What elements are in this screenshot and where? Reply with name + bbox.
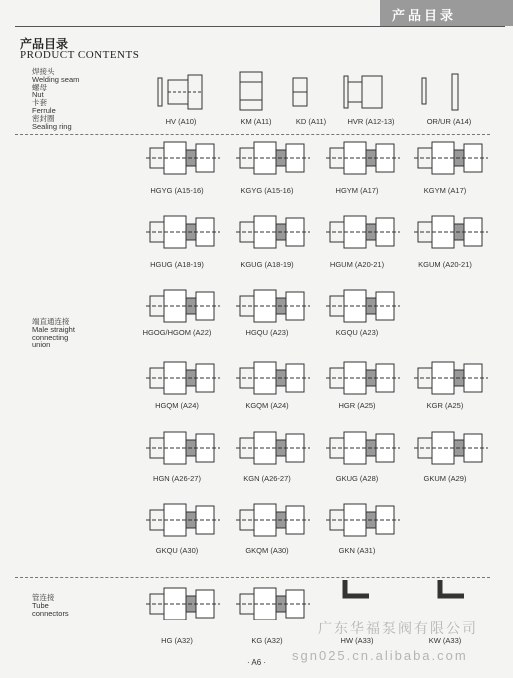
- row-5-drawings: [146, 432, 488, 464]
- row-4-drawings: [146, 362, 488, 394]
- part-caption: HG (A32): [161, 636, 193, 645]
- legend-line: 管连接: [32, 593, 55, 602]
- page-title-cn: 产品目录: [20, 37, 69, 51]
- page-title-en: PRODUCT CONTENTS: [20, 49, 140, 61]
- reducer-icon: [344, 76, 382, 108]
- part-caption: HGYM (A17): [335, 186, 379, 195]
- legend-line: Sealing ring: [32, 121, 72, 131]
- part-caption: OR/UR (A14): [426, 117, 472, 126]
- part-caption: KGQU (A23): [335, 328, 379, 337]
- part-caption: HGUG (A18-19): [150, 260, 204, 269]
- row-1-drawings: [146, 142, 488, 174]
- part-caption: HGQM (A24): [155, 401, 199, 410]
- part-caption: GKQM (A30): [245, 546, 289, 555]
- legend-line: 密封圈: [32, 113, 55, 123]
- part-caption: HGQU (A23): [245, 328, 289, 337]
- part-caption: GKUG (A28): [335, 474, 379, 483]
- part-caption: KW (A33): [428, 636, 462, 645]
- row-2-drawings: [146, 216, 488, 248]
- legend-line: connecting: [32, 332, 69, 342]
- part-caption: GKQU (A30): [155, 546, 199, 555]
- ferrule-icon: [293, 78, 307, 106]
- part-caption: GKN (A31): [338, 546, 376, 555]
- section-divider: [15, 134, 490, 135]
- legend-line: Ferrule: [32, 105, 56, 115]
- legend-line: 螺母: [32, 82, 47, 92]
- part-caption: KGYG (A15-16): [240, 186, 294, 195]
- legend-bottom: [32, 594, 69, 617]
- legend-line: Nut: [32, 90, 44, 100]
- part-caption: KM (A11): [240, 117, 272, 126]
- part-caption: HGR (A25): [338, 401, 376, 410]
- seal-ring-icon: [158, 78, 162, 106]
- part-caption: HGUM (A20-21): [329, 260, 385, 269]
- legend-line: Welding seam: [32, 74, 80, 84]
- legend-line: connectors: [32, 608, 69, 618]
- part-caption: KG (A32): [251, 636, 283, 645]
- nut-icon: [240, 72, 262, 110]
- section-title: 产品目录: [392, 9, 457, 24]
- legend-line: Male straight: [32, 324, 75, 334]
- watermark-company: 广东华福泵阀有限公司: [318, 620, 478, 636]
- legend-line: 端直通连接: [32, 317, 70, 326]
- row-3-drawings: [146, 290, 400, 322]
- part-caption: KGUM (A20-21): [418, 260, 472, 269]
- legend-line: 焊接头: [32, 67, 55, 76]
- legend-line: 卡套: [32, 98, 47, 108]
- legend-top: [32, 68, 79, 130]
- part-caption: KGYM (A17): [423, 186, 467, 195]
- part-caption: HVR (A12-13): [347, 117, 395, 126]
- legend-line: Tube: [32, 600, 49, 610]
- part-caption: HW (A33): [340, 636, 374, 645]
- row-7-drawings: [146, 580, 464, 620]
- legend-line: union: [32, 340, 51, 350]
- watermark-site: sgn025.cn.alibaba.com: [292, 648, 468, 663]
- top-parts-drawings: [150, 70, 470, 120]
- part-caption: KGN (A26-27): [243, 474, 291, 483]
- part-caption: KD (A11): [295, 117, 327, 126]
- part-caption: HV (A10): [165, 117, 197, 126]
- part-caption: GKUM (A29): [423, 474, 467, 483]
- part-caption: KGQM (A24): [245, 401, 289, 410]
- legend-mid: [32, 318, 75, 349]
- header-rule: [15, 26, 505, 27]
- o-ring-icon: [422, 74, 458, 110]
- page-number: · A6 ·: [246, 658, 267, 667]
- part-caption: KGUG (A18-19): [240, 260, 294, 269]
- part-caption: HGYG (A15-16): [150, 186, 204, 195]
- part-caption: HGOG/HGOM (A22): [142, 328, 212, 337]
- row-6-drawings: [146, 504, 400, 536]
- part-caption: KGR (A25): [426, 401, 464, 410]
- welding-seam-icon: [168, 75, 202, 109]
- part-caption: HGN (A26-27): [153, 474, 201, 483]
